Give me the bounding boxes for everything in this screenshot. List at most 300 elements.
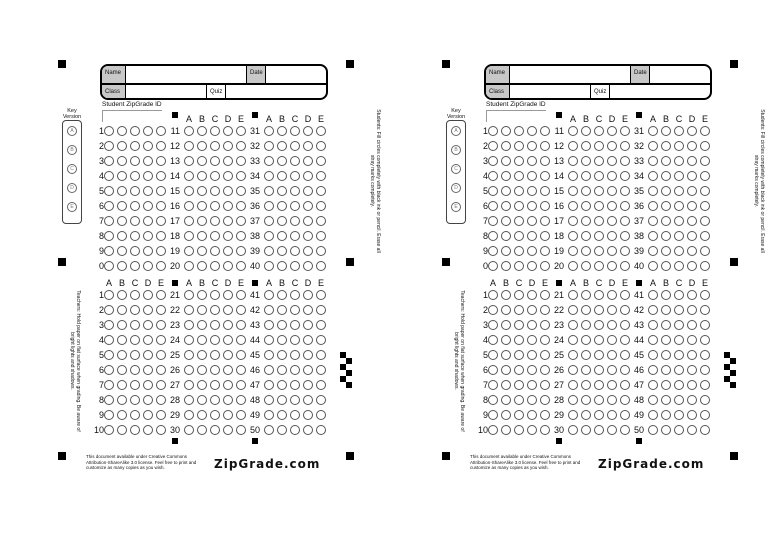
- answer-bubble[interactable]: [210, 261, 220, 271]
- answer-bubble[interactable]: [568, 246, 578, 256]
- answer-bubble[interactable]: [184, 380, 194, 390]
- answer-bubble[interactable]: [197, 231, 207, 241]
- answer-bubble[interactable]: [143, 231, 153, 241]
- answer-bubble[interactable]: [117, 410, 127, 420]
- answer-bubble[interactable]: [648, 261, 658, 271]
- answer-bubble[interactable]: [674, 395, 684, 405]
- answer-bubble[interactable]: [527, 231, 537, 241]
- answer-bubble[interactable]: [594, 216, 604, 226]
- answer-bubble[interactable]: [514, 395, 524, 405]
- answer-bubble[interactable]: [687, 246, 697, 256]
- answer-bubble[interactable]: [223, 335, 233, 345]
- answer-bubble[interactable]: [197, 350, 207, 360]
- answer-bubble[interactable]: [117, 261, 127, 271]
- answer-bubble[interactable]: [143, 246, 153, 256]
- answer-bubble[interactable]: [581, 231, 591, 241]
- answer-bubble[interactable]: [594, 141, 604, 151]
- answer-bubble[interactable]: [197, 395, 207, 405]
- answer-bubble[interactable]: [290, 320, 300, 330]
- answer-bubble[interactable]: [514, 290, 524, 300]
- answer-bubble[interactable]: [290, 186, 300, 196]
- answer-bubble[interactable]: [594, 305, 604, 315]
- answer-bubble[interactable]: [117, 141, 127, 151]
- answer-bubble[interactable]: [568, 216, 578, 226]
- answer-bubble[interactable]: [648, 141, 658, 151]
- answer-bubble[interactable]: [143, 305, 153, 315]
- answer-bubble[interactable]: [514, 216, 524, 226]
- answer-bubble[interactable]: [687, 410, 697, 420]
- answer-bubble[interactable]: [488, 246, 498, 256]
- answer-bubble[interactable]: [648, 365, 658, 375]
- name-field[interactable]: [510, 66, 630, 83]
- answer-bubble[interactable]: [501, 425, 511, 435]
- answer-bubble[interactable]: [661, 290, 671, 300]
- answer-bubble[interactable]: [700, 231, 710, 241]
- answer-bubble[interactable]: [674, 126, 684, 136]
- answer-bubble[interactable]: [303, 395, 313, 405]
- answer-bubble[interactable]: [316, 335, 326, 345]
- answer-bubble[interactable]: [674, 171, 684, 181]
- answer-bubble[interactable]: [210, 305, 220, 315]
- answer-bubble[interactable]: [316, 126, 326, 136]
- answer-bubble[interactable]: [661, 186, 671, 196]
- answer-bubble[interactable]: [303, 231, 313, 241]
- answer-bubble[interactable]: [488, 126, 498, 136]
- answer-bubble[interactable]: [316, 350, 326, 360]
- answer-bubble[interactable]: [607, 410, 617, 420]
- answer-bubble[interactable]: [210, 201, 220, 211]
- answer-bubble[interactable]: [607, 380, 617, 390]
- answer-bubble[interactable]: [607, 126, 617, 136]
- answer-bubble[interactable]: [277, 201, 287, 211]
- answer-bubble[interactable]: [130, 141, 140, 151]
- answer-bubble[interactable]: [143, 410, 153, 420]
- answer-bubble[interactable]: [527, 425, 537, 435]
- answer-bubble[interactable]: [514, 201, 524, 211]
- answer-bubble[interactable]: [316, 320, 326, 330]
- answer-bubble[interactable]: [700, 425, 710, 435]
- answer-bubble[interactable]: [661, 141, 671, 151]
- answer-bubble[interactable]: [130, 156, 140, 166]
- answer-bubble[interactable]: [674, 261, 684, 271]
- answer-bubble[interactable]: [290, 261, 300, 271]
- answer-bubble[interactable]: [581, 141, 591, 151]
- answer-bubble[interactable]: [648, 425, 658, 435]
- answer-bubble[interactable]: [648, 171, 658, 181]
- answer-bubble[interactable]: [527, 350, 537, 360]
- answer-bubble[interactable]: [607, 290, 617, 300]
- answer-bubble[interactable]: [316, 156, 326, 166]
- answer-bubble[interactable]: [290, 380, 300, 390]
- answer-bubble[interactable]: [501, 350, 511, 360]
- answer-bubble[interactable]: [104, 261, 114, 271]
- answer-bubble[interactable]: [514, 231, 524, 241]
- answer-bubble[interactable]: [104, 425, 114, 435]
- answer-bubble[interactable]: [488, 320, 498, 330]
- answer-bubble[interactable]: [130, 335, 140, 345]
- answer-bubble[interactable]: [316, 201, 326, 211]
- answer-bubble[interactable]: [488, 425, 498, 435]
- answer-bubble[interactable]: [661, 380, 671, 390]
- answer-bubble[interactable]: [607, 156, 617, 166]
- answer-bubble[interactable]: [264, 395, 274, 405]
- answer-bubble[interactable]: [197, 186, 207, 196]
- answer-bubble[interactable]: [488, 216, 498, 226]
- answer-bubble[interactable]: [527, 126, 537, 136]
- answer-bubble[interactable]: [501, 246, 511, 256]
- answer-bubble[interactable]: [568, 350, 578, 360]
- answer-bubble[interactable]: [648, 290, 658, 300]
- key-version-bubble-b[interactable]: B: [67, 145, 77, 155]
- answer-bubble[interactable]: [501, 201, 511, 211]
- answer-bubble[interactable]: [210, 156, 220, 166]
- quiz-field[interactable]: [610, 85, 710, 100]
- answer-bubble[interactable]: [687, 216, 697, 226]
- answer-bubble[interactable]: [316, 425, 326, 435]
- answer-bubble[interactable]: [223, 365, 233, 375]
- answer-bubble[interactable]: [488, 365, 498, 375]
- answer-bubble[interactable]: [700, 305, 710, 315]
- answer-bubble[interactable]: [104, 410, 114, 420]
- answer-bubble[interactable]: [290, 290, 300, 300]
- answer-bubble[interactable]: [210, 320, 220, 330]
- answer-bubble[interactable]: [700, 141, 710, 151]
- answer-bubble[interactable]: [316, 380, 326, 390]
- answer-bubble[interactable]: [648, 380, 658, 390]
- answer-bubble[interactable]: [607, 365, 617, 375]
- answer-bubble[interactable]: [210, 186, 220, 196]
- answer-bubble[interactable]: [687, 320, 697, 330]
- answer-bubble[interactable]: [117, 335, 127, 345]
- answer-bubble[interactable]: [303, 380, 313, 390]
- answer-bubble[interactable]: [264, 320, 274, 330]
- key-version-bubble-e[interactable]: E: [67, 202, 77, 212]
- answer-bubble[interactable]: [674, 335, 684, 345]
- answer-bubble[interactable]: [568, 126, 578, 136]
- answer-bubble[interactable]: [143, 126, 153, 136]
- answer-bubble[interactable]: [700, 126, 710, 136]
- answer-bubble[interactable]: [661, 350, 671, 360]
- answer-bubble[interactable]: [290, 335, 300, 345]
- answer-bubble[interactable]: [117, 380, 127, 390]
- answer-bubble[interactable]: [527, 380, 537, 390]
- class-field[interactable]: [126, 85, 206, 100]
- answer-bubble[interactable]: [303, 335, 313, 345]
- answer-bubble[interactable]: [210, 246, 220, 256]
- answer-bubble[interactable]: [527, 246, 537, 256]
- answer-bubble[interactable]: [514, 186, 524, 196]
- answer-bubble[interactable]: [674, 305, 684, 315]
- answer-bubble[interactable]: [687, 335, 697, 345]
- answer-bubble[interactable]: [594, 231, 604, 241]
- answer-bubble[interactable]: [568, 305, 578, 315]
- answer-bubble[interactable]: [290, 365, 300, 375]
- answer-bubble[interactable]: [607, 141, 617, 151]
- answer-bubble[interactable]: [197, 305, 207, 315]
- answer-bubble[interactable]: [501, 126, 511, 136]
- answer-bubble[interactable]: [197, 320, 207, 330]
- answer-bubble[interactable]: [687, 395, 697, 405]
- answer-bubble[interactable]: [223, 395, 233, 405]
- answer-bubble[interactable]: [501, 410, 511, 420]
- answer-bubble[interactable]: [700, 410, 710, 420]
- answer-bubble[interactable]: [501, 231, 511, 241]
- answer-bubble[interactable]: [316, 231, 326, 241]
- answer-bubble[interactable]: [130, 305, 140, 315]
- answer-bubble[interactable]: [197, 201, 207, 211]
- answer-bubble[interactable]: [223, 156, 233, 166]
- answer-bubble[interactable]: [594, 410, 604, 420]
- answer-bubble[interactable]: [264, 231, 274, 241]
- answer-bubble[interactable]: [303, 410, 313, 420]
- answer-bubble[interactable]: [210, 171, 220, 181]
- answer-bubble[interactable]: [488, 171, 498, 181]
- answer-bubble[interactable]: [210, 350, 220, 360]
- answer-bubble[interactable]: [130, 425, 140, 435]
- answer-bubble[interactable]: [130, 320, 140, 330]
- answer-bubble[interactable]: [197, 261, 207, 271]
- answer-bubble[interactable]: [661, 261, 671, 271]
- answer-bubble[interactable]: [303, 290, 313, 300]
- answer-bubble[interactable]: [264, 156, 274, 166]
- answer-bubble[interactable]: [648, 335, 658, 345]
- answer-bubble[interactable]: [648, 201, 658, 211]
- answer-bubble[interactable]: [648, 216, 658, 226]
- answer-bubble[interactable]: [581, 171, 591, 181]
- answer-bubble[interactable]: [264, 126, 274, 136]
- answer-bubble[interactable]: [648, 231, 658, 241]
- answer-bubble[interactable]: [687, 141, 697, 151]
- answer-bubble[interactable]: [117, 216, 127, 226]
- answer-bubble[interactable]: [674, 350, 684, 360]
- answer-bubble[interactable]: [488, 141, 498, 151]
- answer-bubble[interactable]: [143, 201, 153, 211]
- answer-bubble[interactable]: [581, 126, 591, 136]
- answer-bubble[interactable]: [316, 290, 326, 300]
- answer-bubble[interactable]: [117, 201, 127, 211]
- answer-bubble[interactable]: [130, 410, 140, 420]
- answer-bubble[interactable]: [581, 425, 591, 435]
- answer-bubble[interactable]: [290, 425, 300, 435]
- answer-bubble[interactable]: [700, 171, 710, 181]
- answer-bubble[interactable]: [527, 201, 537, 211]
- answer-bubble[interactable]: [581, 186, 591, 196]
- answer-bubble[interactable]: [316, 305, 326, 315]
- answer-bubble[interactable]: [501, 305, 511, 315]
- answer-bubble[interactable]: [104, 201, 114, 211]
- answer-bubble[interactable]: [184, 290, 194, 300]
- answer-bubble[interactable]: [290, 231, 300, 241]
- answer-bubble[interactable]: [184, 261, 194, 271]
- answer-bubble[interactable]: [277, 320, 287, 330]
- answer-bubble[interactable]: [661, 171, 671, 181]
- answer-bubble[interactable]: [117, 246, 127, 256]
- answer-bubble[interactable]: [277, 171, 287, 181]
- answer-bubble[interactable]: [581, 410, 591, 420]
- answer-bubble[interactable]: [700, 156, 710, 166]
- answer-bubble[interactable]: [581, 246, 591, 256]
- answer-bubble[interactable]: [674, 246, 684, 256]
- answer-bubble[interactable]: [143, 216, 153, 226]
- answer-bubble[interactable]: [143, 335, 153, 345]
- answer-bubble[interactable]: [527, 365, 537, 375]
- answer-bubble[interactable]: [104, 231, 114, 241]
- answer-bubble[interactable]: [184, 320, 194, 330]
- answer-bubble[interactable]: [488, 231, 498, 241]
- answer-bubble[interactable]: [210, 365, 220, 375]
- answer-bubble[interactable]: [184, 350, 194, 360]
- answer-bubble[interactable]: [197, 365, 207, 375]
- answer-bubble[interactable]: [184, 425, 194, 435]
- answer-bubble[interactable]: [527, 305, 537, 315]
- answer-bubble[interactable]: [184, 231, 194, 241]
- answer-bubble[interactable]: [130, 171, 140, 181]
- answer-bubble[interactable]: [607, 231, 617, 241]
- answer-bubble[interactable]: [687, 201, 697, 211]
- answer-bubble[interactable]: [674, 141, 684, 151]
- answer-bubble[interactable]: [184, 126, 194, 136]
- answer-bubble[interactable]: [700, 186, 710, 196]
- answer-bubble[interactable]: [104, 365, 114, 375]
- answer-bubble[interactable]: [223, 201, 233, 211]
- answer-bubble[interactable]: [290, 350, 300, 360]
- answer-bubble[interactable]: [184, 410, 194, 420]
- answer-bubble[interactable]: [130, 126, 140, 136]
- answer-bubble[interactable]: [316, 246, 326, 256]
- answer-bubble[interactable]: [661, 395, 671, 405]
- answer-bubble[interactable]: [607, 335, 617, 345]
- answer-bubble[interactable]: [514, 246, 524, 256]
- answer-bubble[interactable]: [501, 320, 511, 330]
- answer-bubble[interactable]: [661, 320, 671, 330]
- answer-bubble[interactable]: [143, 365, 153, 375]
- answer-bubble[interactable]: [568, 395, 578, 405]
- answer-bubble[interactable]: [687, 231, 697, 241]
- answer-bubble[interactable]: [143, 186, 153, 196]
- answer-bubble[interactable]: [130, 380, 140, 390]
- answer-bubble[interactable]: [223, 290, 233, 300]
- answer-bubble[interactable]: [143, 380, 153, 390]
- answer-bubble[interactable]: [277, 231, 287, 241]
- answer-bubble[interactable]: [674, 186, 684, 196]
- answer-bubble[interactable]: [594, 201, 604, 211]
- answer-bubble[interactable]: [197, 290, 207, 300]
- answer-bubble[interactable]: [527, 171, 537, 181]
- answer-bubble[interactable]: [581, 290, 591, 300]
- answer-bubble[interactable]: [223, 305, 233, 315]
- answer-bubble[interactable]: [117, 395, 127, 405]
- answer-bubble[interactable]: [648, 320, 658, 330]
- answer-bubble[interactable]: [594, 126, 604, 136]
- answer-bubble[interactable]: [594, 156, 604, 166]
- answer-bubble[interactable]: [568, 231, 578, 241]
- answer-bubble[interactable]: [700, 335, 710, 345]
- answer-bubble[interactable]: [277, 395, 287, 405]
- answer-bubble[interactable]: [648, 410, 658, 420]
- answer-bubble[interactable]: [674, 201, 684, 211]
- answer-bubble[interactable]: [514, 320, 524, 330]
- answer-bubble[interactable]: [607, 425, 617, 435]
- answer-bubble[interactable]: [674, 231, 684, 241]
- answer-bubble[interactable]: [648, 156, 658, 166]
- answer-bubble[interactable]: [130, 186, 140, 196]
- answer-bubble[interactable]: [277, 380, 287, 390]
- answer-bubble[interactable]: [210, 126, 220, 136]
- answer-bubble[interactable]: [184, 335, 194, 345]
- answer-bubble[interactable]: [264, 365, 274, 375]
- answer-bubble[interactable]: [277, 126, 287, 136]
- answer-bubble[interactable]: [607, 216, 617, 226]
- answer-bubble[interactable]: [501, 365, 511, 375]
- answer-bubble[interactable]: [648, 350, 658, 360]
- answer-bubble[interactable]: [488, 335, 498, 345]
- answer-bubble[interactable]: [594, 350, 604, 360]
- answer-bubble[interactable]: [277, 216, 287, 226]
- answer-bubble[interactable]: [184, 395, 194, 405]
- answer-bubble[interactable]: [197, 171, 207, 181]
- answer-bubble[interactable]: [303, 261, 313, 271]
- answer-bubble[interactable]: [130, 395, 140, 405]
- answer-bubble[interactable]: [661, 425, 671, 435]
- answer-bubble[interactable]: [264, 305, 274, 315]
- answer-bubble[interactable]: [277, 305, 287, 315]
- answer-bubble[interactable]: [674, 365, 684, 375]
- answer-bubble[interactable]: [674, 425, 684, 435]
- answer-bubble[interactable]: [607, 395, 617, 405]
- answer-bubble[interactable]: [104, 335, 114, 345]
- answer-bubble[interactable]: [687, 261, 697, 271]
- answer-bubble[interactable]: [290, 410, 300, 420]
- answer-bubble[interactable]: [581, 320, 591, 330]
- answer-bubble[interactable]: [514, 141, 524, 151]
- answer-bubble[interactable]: [501, 156, 511, 166]
- answer-bubble[interactable]: [581, 261, 591, 271]
- answer-bubble[interactable]: [197, 410, 207, 420]
- answer-bubble[interactable]: [581, 216, 591, 226]
- key-version-bubble-c[interactable]: C: [451, 164, 461, 174]
- answer-bubble[interactable]: [184, 201, 194, 211]
- answer-bubble[interactable]: [594, 380, 604, 390]
- answer-bubble[interactable]: [104, 216, 114, 226]
- key-version-bubble-c[interactable]: C: [67, 164, 77, 174]
- answer-bubble[interactable]: [264, 350, 274, 360]
- answer-bubble[interactable]: [674, 290, 684, 300]
- answer-bubble[interactable]: [594, 171, 604, 181]
- answer-bubble[interactable]: [488, 290, 498, 300]
- answer-bubble[interactable]: [594, 395, 604, 405]
- answer-bubble[interactable]: [568, 335, 578, 345]
- answer-bubble[interactable]: [607, 305, 617, 315]
- answer-bubble[interactable]: [316, 186, 326, 196]
- answer-bubble[interactable]: [661, 231, 671, 241]
- answer-bubble[interactable]: [303, 246, 313, 256]
- answer-bubble[interactable]: [277, 350, 287, 360]
- answer-bubble[interactable]: [568, 156, 578, 166]
- answer-bubble[interactable]: [527, 156, 537, 166]
- answer-bubble[interactable]: [184, 141, 194, 151]
- key-version-bubble-d[interactable]: D: [67, 183, 77, 193]
- answer-bubble[interactable]: [130, 261, 140, 271]
- answer-bubble[interactable]: [607, 171, 617, 181]
- answer-bubble[interactable]: [277, 246, 287, 256]
- answer-bubble[interactable]: [316, 395, 326, 405]
- answer-bubble[interactable]: [210, 410, 220, 420]
- answer-bubble[interactable]: [264, 171, 274, 181]
- answer-bubble[interactable]: [687, 380, 697, 390]
- answer-bubble[interactable]: [290, 395, 300, 405]
- answer-bubble[interactable]: [594, 335, 604, 345]
- answer-bubble[interactable]: [290, 126, 300, 136]
